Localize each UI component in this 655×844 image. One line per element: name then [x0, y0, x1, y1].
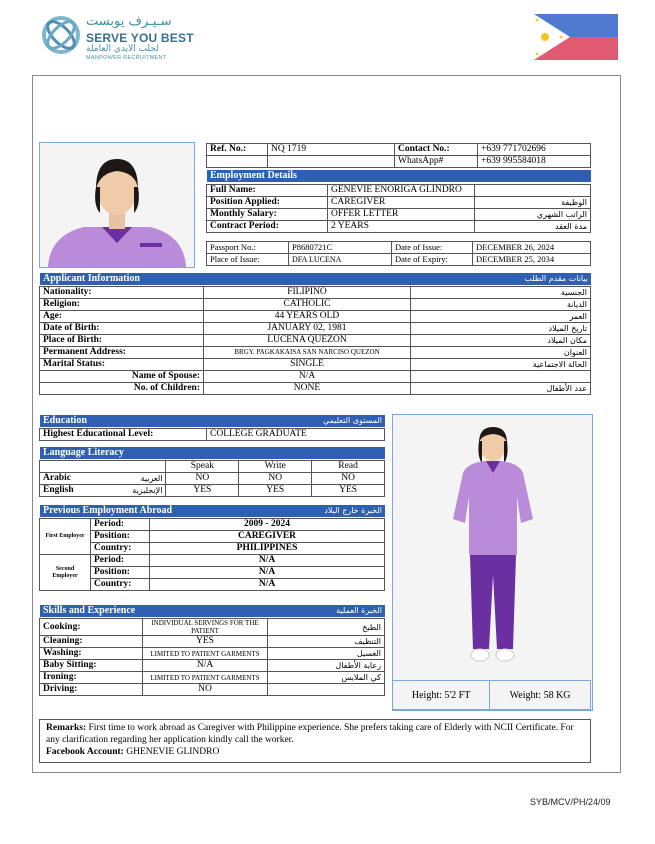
skills-section-header — [40, 605, 385, 617]
expiry-label: Date of Expiry: — [392, 254, 473, 266]
applicant-label-ar: تاريخ الميلاد — [411, 323, 591, 335]
skill-label: Baby Sitting: — [40, 660, 143, 672]
remarks-box — [39, 719, 591, 763]
employment-section-header: Employment Details — [207, 170, 591, 182]
previous-title: Previous Employment Abroad — [43, 505, 173, 516]
language-table — [39, 460, 385, 497]
logo-knot-icon — [40, 14, 82, 56]
applicant-label: No. of Children: — [40, 383, 204, 395]
education-value: COLLEGE GRADUATE — [207, 429, 385, 441]
whatsapp-label: WhatsApp# — [395, 156, 478, 168]
education-title: Education — [43, 415, 87, 426]
language-value: NO — [312, 473, 385, 485]
employment-row — [207, 221, 591, 233]
applicant-label-ar: الجنسية — [411, 287, 591, 299]
applicant-value: FILIPINO — [204, 287, 411, 299]
logo-subtitle: MANPOWER RECRUITMENT — [86, 55, 167, 61]
language-section-header: Language Literacy — [40, 447, 385, 459]
issue-date-value: DECEMBER 26, 2024 — [473, 242, 591, 254]
language-header: Write — [239, 461, 312, 473]
employment-label: Contract Period: — [207, 221, 328, 233]
skill-value: LIMITED TO PATIENT GARMENTS — [143, 672, 268, 684]
skill-row — [40, 619, 385, 636]
second-employer-label: Second Employer — [40, 555, 91, 591]
weight-value: Weight: 58 KG — [490, 681, 591, 710]
language-name-ar: الإنجليزية — [132, 486, 163, 495]
applicant-section-header — [40, 273, 591, 285]
employment-row — [207, 209, 591, 221]
skill-row — [40, 684, 385, 696]
skill-value: N/A — [143, 660, 268, 672]
previous-row — [40, 519, 385, 531]
applicant-label: Nationality: — [40, 287, 204, 299]
applicant-value: N/A — [204, 371, 411, 383]
previous-label: Country: — [91, 543, 150, 555]
language-header-blank — [40, 461, 166, 473]
first-employer-label: First Employer — [40, 519, 91, 555]
previous-label: Period: — [91, 555, 150, 567]
employment-label-ar: الوظيفة — [475, 197, 591, 209]
applicant-title-ar: بيانات مقدم الطلب — [524, 274, 588, 283]
applicant-label-ar: عدد الأطفال — [411, 383, 591, 395]
applicant-value: LUCENA QUEZON — [204, 335, 411, 347]
skill-label: Washing: — [40, 648, 143, 660]
employment-value: CAREGIVER — [328, 197, 475, 209]
education-title-ar: المستوى التعليمي — [322, 416, 382, 425]
philippines-flag-icon — [534, 14, 618, 60]
full-body-photo — [392, 414, 593, 711]
passport-table — [206, 241, 591, 266]
applicant-row — [40, 371, 591, 383]
language-name-ar: العربية — [140, 474, 163, 483]
previous-row — [40, 531, 385, 543]
employment-row — [207, 197, 591, 209]
previous-title-ar: الخبرة خارج البلاد — [324, 506, 382, 515]
skill-label-ar: التنظيف — [268, 636, 385, 648]
remarks-label: Remarks: — [46, 723, 87, 733]
applicant-row — [40, 383, 591, 395]
employment-label-ar: الراتب الشهري — [475, 209, 591, 221]
applicant-label-ar: مكان الميلاد — [411, 335, 591, 347]
passport-label: Passport No.: — [207, 242, 289, 254]
employment-value: 2 YEARS — [328, 221, 475, 233]
issue-place-label: Place of Issue: — [207, 254, 289, 266]
applicant-label: Marital Status: — [40, 359, 204, 371]
language-name-cell — [40, 485, 166, 497]
employment-value: GENEVIE ENORIGA GLINDRO — [328, 185, 475, 197]
applicant-label-ar: العنوان — [411, 347, 591, 359]
previous-table — [39, 518, 385, 591]
applicant-label: Religion: — [40, 299, 204, 311]
employment-row — [207, 185, 591, 197]
footer-code: SYB/MCV/PH/24/09 — [530, 797, 611, 807]
applicant-label: Date of Birth: — [40, 323, 204, 335]
applicant-table — [39, 286, 591, 395]
language-name: Arabic — [43, 473, 71, 483]
skill-label-ar: كي الملابس — [268, 672, 385, 684]
applicant-label-ar: الديانة — [411, 299, 591, 311]
issue-date-label: Date of Issue: — [392, 242, 473, 254]
previous-value: 2009 - 2024 — [150, 519, 385, 531]
skills-title-ar: الخبرة العملية — [336, 606, 382, 615]
previous-row — [40, 567, 385, 579]
employment-label: Monthly Salary: — [207, 209, 328, 221]
employment-table — [206, 184, 591, 233]
language-header: Speak — [166, 461, 239, 473]
applicant-title: Applicant Information — [43, 273, 140, 284]
previous-value: N/A — [150, 579, 385, 591]
previous-value: N/A — [150, 555, 385, 567]
language-row — [40, 473, 385, 485]
expiry-value: DECEMBER 25, 2034 — [473, 254, 591, 266]
previous-section-header — [40, 505, 385, 517]
facebook-label: Facebook Account: — [46, 747, 124, 757]
applicant-row — [40, 323, 591, 335]
skill-label: Cleaning: — [40, 636, 143, 648]
skill-label-ar: الغسيل — [268, 648, 385, 660]
employment-label-ar: مدة العقد — [475, 221, 591, 233]
applicant-value: SINGLE — [204, 359, 411, 371]
language-header-row — [40, 461, 385, 473]
applicant-label: Age: — [40, 311, 204, 323]
applicant-row — [40, 311, 591, 323]
skill-label: Driving: — [40, 684, 143, 696]
skill-label: Ironing: — [40, 672, 143, 684]
ref-value: NQ 1719 — [268, 144, 395, 156]
applicant-label-ar: العمر — [411, 311, 591, 323]
logo-english: SERVE YOU BEST — [86, 31, 194, 45]
previous-row — [40, 555, 385, 567]
applicant-label-ar — [411, 371, 591, 383]
passport-value: P8680721C — [289, 242, 392, 254]
employment-label: Full Name: — [207, 185, 328, 197]
contact-label: Contact No.: — [395, 144, 478, 156]
logo-arabic-sub: لجلب الايدي العاملة — [86, 44, 159, 54]
previous-label: Position: — [91, 531, 150, 543]
applicant-label: Permanent Address: — [40, 347, 204, 359]
employment-value: OFFER LETTER — [328, 209, 475, 221]
applicant-label: Name of Spouse: — [40, 371, 204, 383]
previous-value: PHILIPPINES — [150, 543, 385, 555]
applicant-row — [40, 299, 591, 311]
skill-row — [40, 636, 385, 648]
applicant-value: 44 YEARS OLD — [204, 311, 411, 323]
height-value: Height: 5'2 FT — [393, 681, 490, 710]
language-value: YES — [312, 485, 385, 497]
applicant-value: CATHOLIC — [204, 299, 411, 311]
language-value: YES — [166, 485, 239, 497]
previous-value: CAREGIVER — [150, 531, 385, 543]
skill-value: YES — [143, 636, 268, 648]
education-label: Highest Educational Level: — [40, 429, 207, 441]
applicant-row — [40, 335, 591, 347]
ref-contact-table — [206, 143, 591, 168]
skill-label-ar: رعاية الأطفال — [268, 660, 385, 672]
facebook-value: GHENEVIE GLINDRO — [126, 747, 220, 757]
applicant-row — [40, 347, 591, 359]
skill-row — [40, 660, 385, 672]
language-value: YES — [239, 485, 312, 497]
skill-row — [40, 672, 385, 684]
company-logo — [40, 14, 210, 62]
education-table — [39, 428, 385, 441]
skills-table — [39, 618, 385, 696]
language-name-cell — [40, 473, 166, 485]
language-row — [40, 485, 385, 497]
contact-value: +639 771702696 — [478, 144, 591, 156]
previous-label: Position: — [91, 567, 150, 579]
language-value: NO — [239, 473, 312, 485]
applicant-row — [40, 359, 591, 371]
physical-table — [392, 680, 591, 710]
skill-label-ar — [268, 684, 385, 696]
previous-value: N/A — [150, 567, 385, 579]
skill-label-ar: الطبخ — [268, 619, 385, 636]
remarks-text: First time to work abroad as Caregiver with Philippine experience. She prefers taking care of Elderly with NCII Certificate. For any clarification regarding her application kindly call the worker. — [46, 723, 574, 745]
applicant-row — [40, 287, 591, 299]
skill-label: Cooking: — [40, 619, 143, 636]
previous-label: Country: — [91, 579, 150, 591]
logo-arabic: سـيـرف يوبست — [86, 14, 172, 29]
applicant-value: BRGY. PAGKAKAISA SAN NARCISO QUEZON — [204, 347, 411, 359]
skills-title: Skills and Experience — [43, 605, 136, 616]
issue-place-value: DFA LUCENA — [289, 254, 392, 266]
previous-label: Period: — [91, 519, 150, 531]
employment-label: Position Applied: — [207, 197, 328, 209]
language-value: NO — [166, 473, 239, 485]
applicant-value: NONE — [204, 383, 411, 395]
previous-row — [40, 543, 385, 555]
skill-value: INDIVIDUAL SERVINGS FOR THE PATIENT — [143, 619, 268, 636]
whatsapp-value: +639 995584018 — [478, 156, 591, 168]
applicant-label: Place of Birth: — [40, 335, 204, 347]
skill-value: NO — [143, 684, 268, 696]
employment-label-ar — [475, 185, 591, 197]
ref-label: Ref. No.: — [207, 144, 268, 156]
language-name: English — [43, 485, 74, 495]
education-section-header — [40, 415, 385, 427]
portrait-photo — [39, 142, 195, 268]
applicant-value: JANUARY 02, 1981 — [204, 323, 411, 335]
skill-row — [40, 648, 385, 660]
previous-row — [40, 579, 385, 591]
language-header: Read — [312, 461, 385, 473]
applicant-label-ar: الحالة الاجتماعية — [411, 359, 591, 371]
skill-value: LIMITED TO PATIENT GARMENTS — [143, 648, 268, 660]
